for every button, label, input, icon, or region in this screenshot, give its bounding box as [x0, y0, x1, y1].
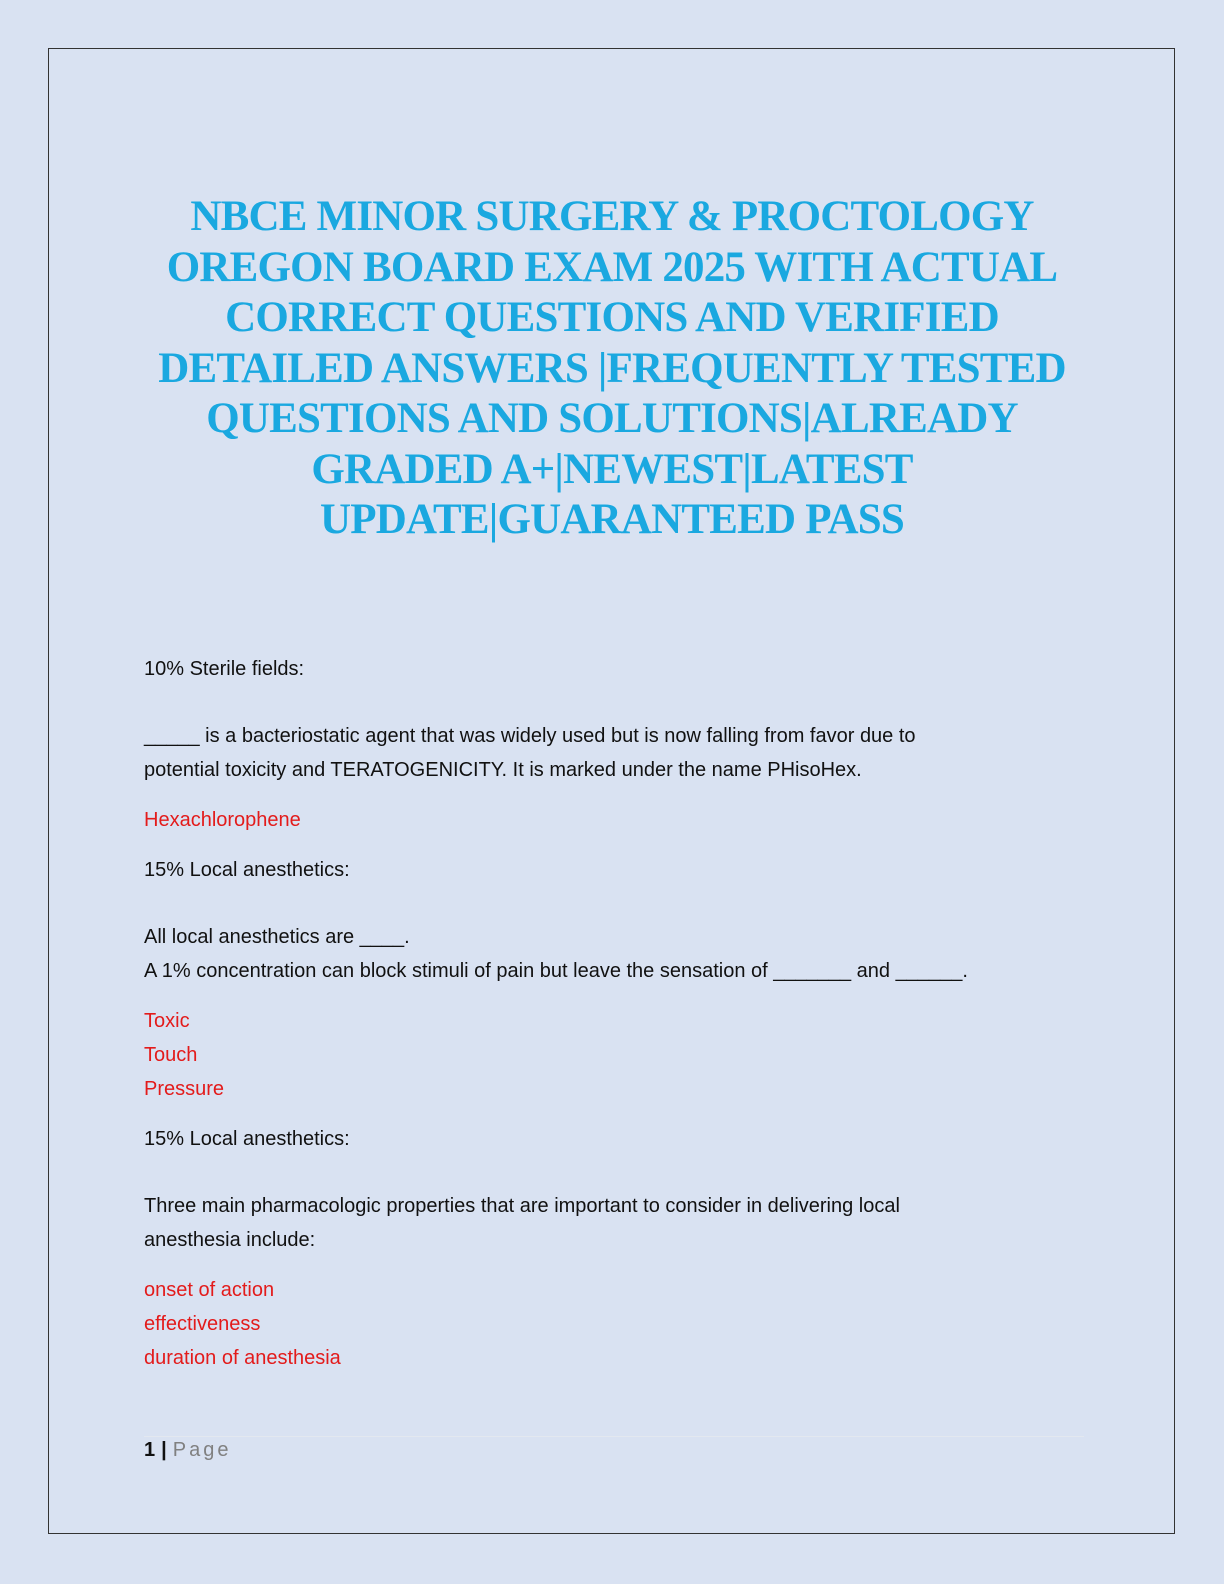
qa-item	[144, 1122, 1084, 1375]
question-line: All local anesthetics are ____.	[144, 926, 410, 948]
answer-line: onset of action	[144, 1279, 275, 1301]
category-label: 10% Sterile fields:	[144, 658, 305, 680]
question-line: potential toxicity and TERATOGENICITY. It is marked under the name PHisoHex.	[144, 759, 862, 781]
page-label: Page	[172, 1439, 232, 1461]
question-line: A 1% concentration can block stimuli of pain but leave the sensation of _______ and ______.	[144, 960, 968, 982]
answer-line: Hexachlorophene	[144, 809, 301, 831]
question-line: _____ is a bacteriostatic agent that was widely used but is now falling from favor due to	[144, 725, 916, 747]
answer-line: Toxic	[144, 1010, 190, 1032]
qa-content	[144, 652, 1084, 1375]
page-number: 1	[144, 1439, 156, 1461]
answer-line: effectiveness	[144, 1313, 261, 1335]
answer-line: duration of anesthesia	[144, 1347, 341, 1369]
answer-line: Touch	[144, 1044, 198, 1066]
document-title: NBCE MINOR SURGERY & PROCTOLOGY OREGON BOARD EXAM 2025 WITH ACTUAL CORRECT QUESTIONS AND VERIFIED DETAILED ANSWERS |FREQUENTLY TESTED QUESTIONS AND SOLUTIONS|ALREADY GRADED A+|NEWEST|LATEST UPDATE|GUARANTEED PASS	[158, 193, 1066, 543]
category-label: 15% Local anesthetics:	[144, 859, 350, 881]
answer-line: Pressure	[144, 1078, 225, 1100]
qa-item	[144, 652, 1084, 853]
question-line: anesthesia include:	[144, 1229, 316, 1251]
qa-item	[144, 853, 1084, 1122]
question-line: Three main pharmacologic properties that are important to consider in delivering local	[144, 1195, 900, 1217]
footer-separator: |	[161, 1439, 167, 1461]
page-footer	[144, 1436, 1084, 1462]
category-label: 15% Local anesthetics:	[144, 1128, 350, 1150]
